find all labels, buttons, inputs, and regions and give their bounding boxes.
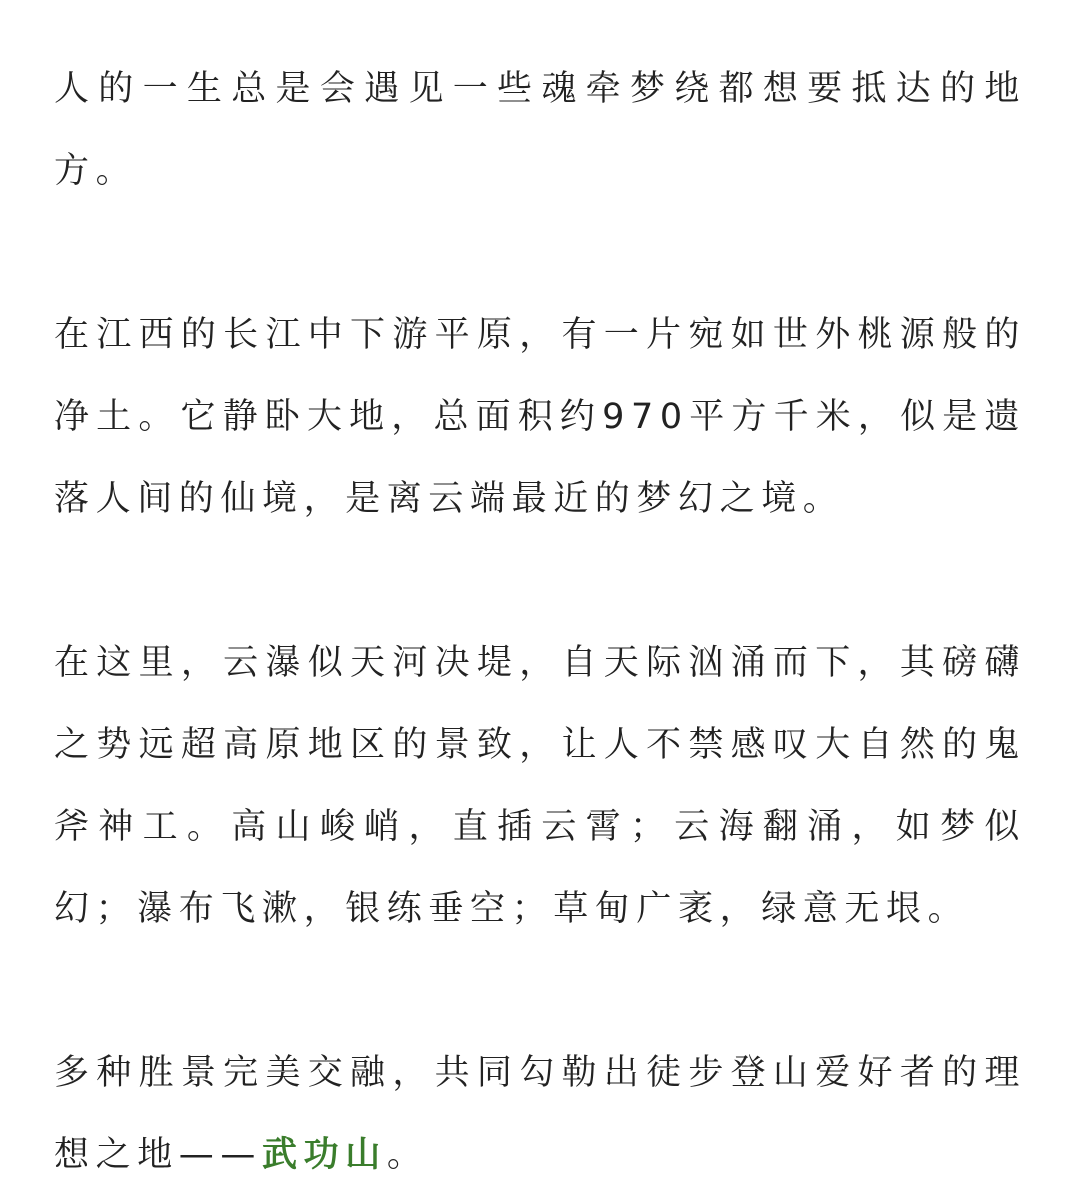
conclusion-text: 多种胜景完美交融，共同勾勒出徒步登山爱好者的理想之地——: [54, 1053, 1026, 1175]
paragraph-intro: 人的一生总是会遇见一些魂牵梦绕都想要抵达的地方。: [54, 69, 1026, 191]
mountain-name-highlight: 武功山: [262, 1135, 387, 1175]
paragraph-conclusion: [54, 1032, 1026, 1196]
paragraph-scenery: 在这里，云瀑似天河决堤，自天际汹涌而下，其磅礴之势远超高原地区的景致，让人不禁感叹大自然的鬼斧神工。高山峻峭，直插云霄；云海翻涌，如梦似幻；瀑布飞漱，银练垂空；草甸广袤，绿意无垠。: [54, 643, 1026, 929]
article-body: [54, 48, 1026, 1196]
conclusion-end: 。: [386, 1135, 429, 1175]
paragraph-location: 在江西的长江中下游平原，有一片宛如世外桃源般的净土。它静卧大地，总面积约970平方千米，似是遗落人间的仙境，是离云端最近的梦幻之境。: [54, 315, 1026, 519]
